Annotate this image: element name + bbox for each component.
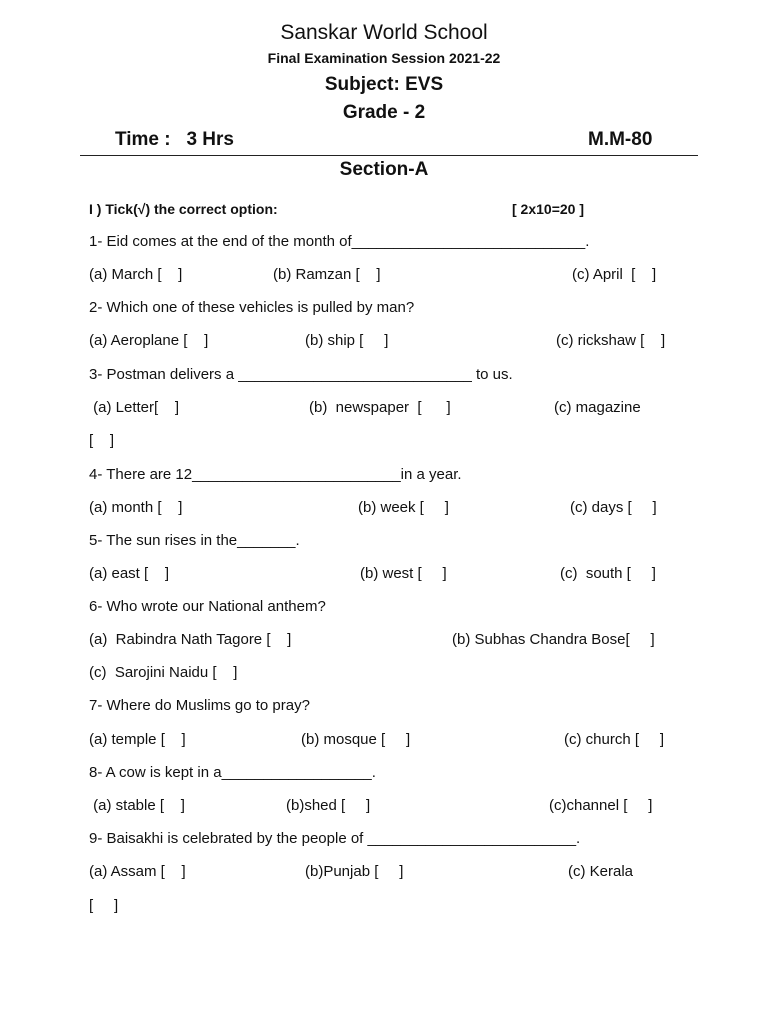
- max-marks: M.M-80: [588, 129, 653, 150]
- q8-option-a: (a) stable [ ]: [89, 797, 185, 814]
- q3-option-b: (b) newspaper [ ]: [309, 399, 451, 416]
- q7-option-a: (a) temple [ ]: [89, 731, 186, 748]
- question-5: 5- The sun rises in the_______.: [89, 532, 300, 549]
- instruction-text: I ) Tick(√) the correct option:: [89, 201, 278, 217]
- q1-option-b: (b) Ramzan [ ]: [273, 266, 381, 283]
- q4-option-c: (c) days [ ]: [570, 499, 657, 516]
- header-divider: [80, 155, 698, 156]
- q9-option-a: (a) Assam [ ]: [89, 863, 186, 880]
- q7-option-c: (c) church [ ]: [564, 731, 665, 748]
- q9-option-b: (b)Punjab [ ]: [305, 863, 404, 880]
- q3-option-c: (c) magazine: [554, 399, 641, 416]
- question-9: 9- Baisakhi is celebrated by the people of _________________________.: [89, 830, 581, 847]
- q1-option-a: (a) March [ ]: [89, 266, 183, 283]
- subject-title: Subject: EVS: [324, 74, 444, 95]
- q8-option-c: (c)channel [ ]: [549, 797, 653, 814]
- question-4: 4- There are 12_________________________in a year.: [89, 466, 462, 483]
- question-7: 7- Where do Muslims go to pray?: [89, 697, 310, 714]
- exam-session: Final Examination Session 2021-22: [267, 50, 501, 66]
- grade-title: Grade - 2: [342, 102, 426, 123]
- q3-option-a: (a) Letter[ ]: [89, 399, 180, 416]
- question-1: 1- Eid comes at the end of the month of____________________________.: [89, 233, 590, 250]
- time-label: Time : 3 Hrs: [115, 129, 234, 150]
- q8-option-b: (b)shed [ ]: [286, 797, 371, 814]
- section-title: Section-A: [339, 159, 429, 180]
- q2-option-c: (c) rickshaw [ ]: [556, 332, 666, 349]
- question-8: 8- A cow is kept in a__________________.: [89, 764, 376, 781]
- q2-option-a: (a) Aeroplane [ ]: [89, 332, 209, 349]
- q4-option-b: (b) week [ ]: [358, 499, 449, 516]
- q7-option-b: (b) mosque [ ]: [301, 731, 411, 748]
- q9-option-c-box: [ ]: [89, 897, 119, 914]
- question-6: 6- Who wrote our National anthem?: [89, 598, 326, 615]
- q6-option-a: (a) Rabindra Nath Tagore [ ]: [89, 631, 292, 648]
- q4-option-a: (a) month [ ]: [89, 499, 183, 516]
- school-name: Sanskar World School: [280, 21, 488, 44]
- q5-option-c: (c) south [ ]: [560, 565, 656, 582]
- question-2: 2- Which one of these vehicles is pulled by man?: [89, 299, 415, 316]
- q6-option-b: (b) Subhas Chandra Bose[ ]: [452, 631, 655, 648]
- q5-option-a: (a) east [ ]: [89, 565, 170, 582]
- q9-option-c: (c) Kerala: [568, 863, 634, 880]
- q3-option-c-box: [ ]: [89, 432, 115, 449]
- q2-option-b: (b) ship [ ]: [305, 332, 389, 349]
- q1-option-c: (c) April [ ]: [572, 266, 657, 283]
- instruction-marks: [ 2x10=20 ]: [512, 201, 584, 217]
- question-3: 3- Postman delivers a ____________________________ to us.: [89, 366, 513, 383]
- q6-option-c: (c) Sarojini Naidu [ ]: [89, 664, 238, 681]
- q5-option-b: (b) west [ ]: [360, 565, 447, 582]
